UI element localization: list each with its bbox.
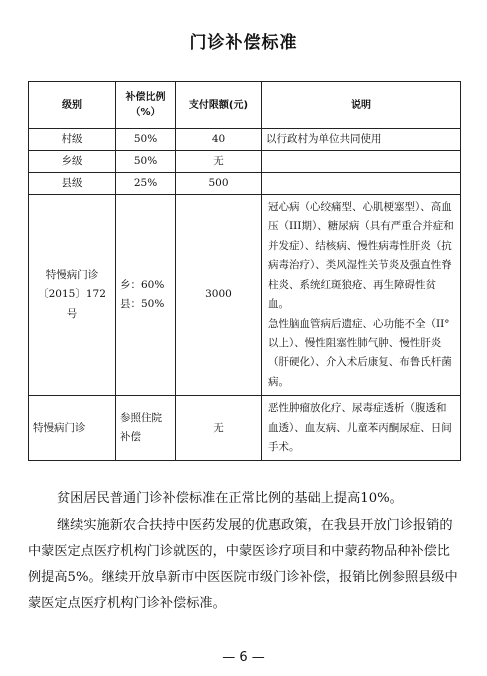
cell-level: 村级 <box>29 129 116 151</box>
cell-level: 县级 <box>29 173 116 195</box>
compensation-table <box>28 81 461 461</box>
cell-level: 特慢病门诊 <box>29 396 116 461</box>
table-header-row <box>29 82 461 129</box>
paragraph: 贫困居民普通门诊补偿标准在正常比例的基础上提高10%。 <box>57 491 403 506</box>
page-number: — 6 — <box>222 650 265 665</box>
cell-ratio: 参照住院补偿 <box>116 396 176 461</box>
header-level: 级别 <box>29 82 116 129</box>
cell-level: 乡级 <box>29 151 116 173</box>
header-limit: 支付限额(元) <box>176 82 262 129</box>
note-part-2: 急性脑血管病后遗症、心功能不全（II°以上）、慢性阻塞性肺气肿、慢性肝炎（肝硬化）、介入术后康复、布鲁氏杆菌病。 <box>268 317 452 388</box>
header-note: 说明 <box>262 82 461 129</box>
cell-limit: 500 <box>176 173 262 195</box>
table-row <box>29 151 461 173</box>
table-row <box>29 195 461 396</box>
cell-level: 特慢病门诊〔2015〕172号 <box>29 195 116 396</box>
cell-ratio: 50% <box>116 151 176 173</box>
cell-ratio: 25% <box>116 173 176 195</box>
table-row <box>29 173 461 195</box>
table-row <box>29 129 461 151</box>
cell-limit: 无 <box>176 151 262 173</box>
cell-note <box>262 151 461 173</box>
cell-limit: 40 <box>176 129 262 151</box>
cell-ratio: 50% <box>116 129 176 151</box>
ratio-county: 县：50% <box>120 298 165 311</box>
cell-note <box>262 173 461 195</box>
header-ratio: 补偿比例（%） <box>116 82 176 129</box>
cell-note <box>262 195 461 396</box>
cell-limit: 无 <box>176 396 262 461</box>
paragraph: 继续实施新农合扶持中医药发展的优惠政策，在我县开放门诊报销的中蒙医定点医疗机构门诊就医的，中蒙医诊疗项目和中蒙药物品种补偿比例提高5%。继续开放阜新市中医医院市级门诊补偿，报销比例参照县级中蒙医定点医疗机构门诊补偿标准。 <box>28 518 458 611</box>
cell-limit: 3000 <box>176 195 262 396</box>
cell-ratio <box>116 195 176 396</box>
cell-note: 恶性肿瘤放化疗、尿毒症透析（腹透和血透）、血友病、儿童苯丙酮尿症、日间手术。 <box>262 396 461 461</box>
ratio-township: 乡：60% <box>120 278 165 291</box>
document-title: 门诊补偿标准 <box>189 33 298 53</box>
note-part-1: 冠心病（心绞痛型、心肌梗塞型）、高血压（III期）、糖尿病（具有严重合并症和并发症）、结核病、慢性病毒性肝炎（抗病毒治疗）、类风湿性关节炎及强直性脊柱炎、系统红斑狼疮、再生障碍性贫血。 <box>268 201 454 311</box>
cell-note: 以行政村为单位共同使用 <box>262 129 461 151</box>
table-row <box>29 396 461 461</box>
